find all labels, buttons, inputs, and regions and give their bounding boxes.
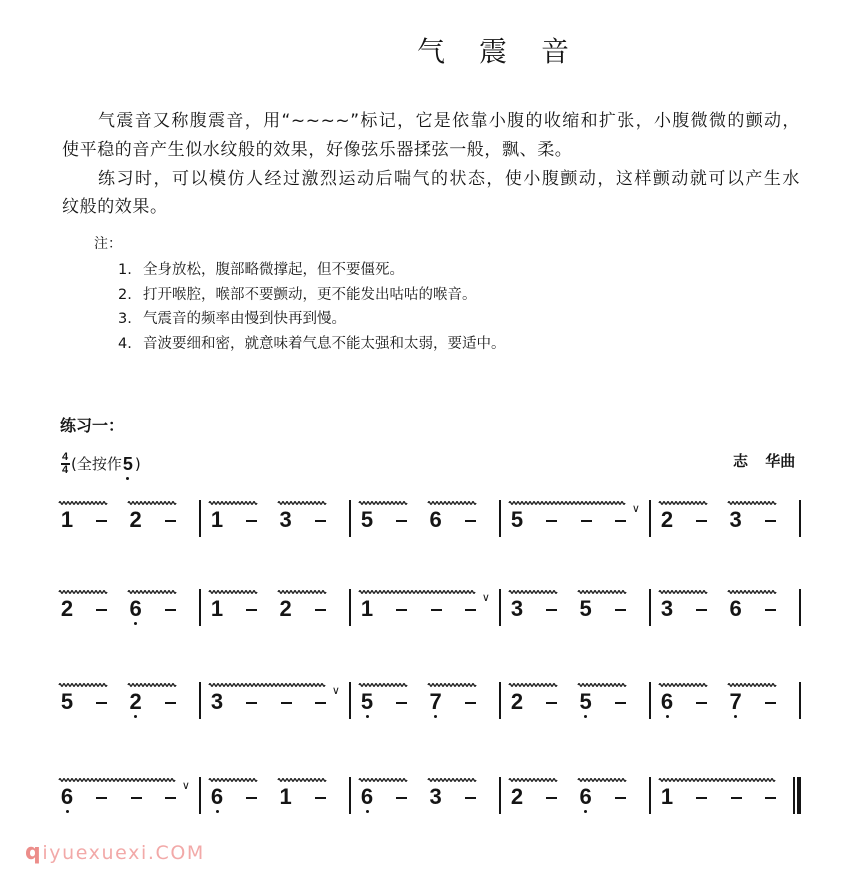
sustain-dash	[89, 598, 113, 620]
vibrato-wave-icon	[278, 777, 327, 783]
measure	[201, 777, 351, 814]
measure	[351, 777, 501, 814]
sustain-dash	[539, 691, 563, 713]
vibrato-wave-icon	[209, 682, 327, 688]
note: 1	[360, 596, 374, 621]
vibrato-wave-icon	[209, 500, 258, 506]
note: 2	[129, 507, 142, 532]
sustain-dash	[458, 509, 482, 531]
sustain-dash	[158, 786, 182, 808]
note: 2	[510, 689, 524, 714]
measure	[501, 682, 651, 719]
note: 6	[429, 507, 442, 532]
vibrato-wave-icon	[278, 500, 327, 506]
low-octave-dot-icon	[366, 715, 369, 718]
sustain-dash	[308, 786, 332, 808]
sustain-dash	[758, 598, 782, 620]
note: 2	[279, 596, 292, 621]
sustain-dash	[239, 598, 263, 620]
watermark-logo-letter: q	[25, 840, 43, 865]
paragraph-1-line-2: 使平稳的音产生似水纹般的效果，好像弦乐器揉弦一般，飘、柔。	[62, 140, 573, 160]
note: 3	[429, 784, 442, 809]
sustain-dash	[458, 598, 482, 620]
note-text: 打开喉腔，喉部不要颤动，更不能发出咕咕的喉音。	[143, 287, 477, 303]
note-number: 3.	[118, 311, 132, 327]
note: 5	[574, 691, 598, 713]
note: 5	[510, 507, 524, 532]
sustain-dash	[689, 509, 713, 531]
score-line	[51, 777, 803, 814]
final-measure	[651, 777, 801, 814]
measure	[651, 589, 801, 626]
sustain-dash	[89, 509, 113, 531]
note-item	[118, 310, 346, 328]
sustain-dash	[239, 786, 263, 808]
note: 2	[510, 784, 524, 809]
note: 6	[729, 596, 742, 621]
vibrato-wave-icon	[278, 589, 327, 595]
measure	[201, 589, 351, 626]
paragraph-2-line-2: 纹般的效果。	[62, 197, 168, 217]
composer-credit: 志 华曲	[733, 452, 796, 470]
vibrato-wave-icon	[509, 500, 627, 506]
low-octave-dot-icon	[66, 810, 69, 813]
sustain-dash	[574, 509, 598, 531]
sustain-dash	[389, 691, 413, 713]
page-title: 气震音	[417, 35, 604, 68]
score-line	[51, 682, 803, 719]
note: 1	[60, 507, 74, 532]
breath-mark-icon: ∨	[481, 591, 490, 604]
note: 1	[210, 596, 224, 621]
sustain-dash	[608, 509, 632, 531]
sustain-dash	[158, 691, 182, 713]
note-item	[118, 286, 477, 304]
low-octave-dot-icon	[126, 477, 129, 480]
vibrato-wave-icon	[659, 500, 708, 506]
sustain-dash	[758, 786, 782, 808]
key-note	[123, 454, 133, 474]
sustain-dash	[389, 786, 413, 808]
note: 5	[355, 691, 379, 713]
sustain-dash	[724, 786, 748, 808]
vibrato-wave-icon	[128, 682, 177, 688]
key-suffix: )	[134, 455, 141, 473]
measure	[51, 777, 201, 814]
watermark	[25, 842, 205, 864]
sustain-dash	[608, 691, 632, 713]
time-signature-top: 4	[61, 450, 69, 463]
paragraph-2-line-1: 练习时，可以模仿人经过激烈运动后喘气的状态，使小腹颤动，这样颤动就可以产生水	[98, 169, 800, 189]
note: 7	[724, 691, 748, 713]
score-line	[51, 589, 803, 626]
note-item	[118, 261, 404, 279]
measure	[501, 589, 651, 626]
note: 6	[574, 786, 598, 808]
note: 5	[579, 596, 592, 621]
sustain-dash	[689, 691, 713, 713]
time-and-key	[60, 451, 141, 477]
vibrato-wave-icon	[128, 500, 177, 506]
sustain-dash	[158, 509, 182, 531]
note-text: 全身放松，腹部略微撑起，但不要僵死。	[143, 262, 404, 278]
sustain-dash	[274, 691, 298, 713]
note: 3	[729, 507, 742, 532]
vibrato-wave-icon	[59, 682, 108, 688]
measure	[501, 777, 651, 814]
sustain-dash	[389, 598, 413, 620]
note: 3	[279, 507, 292, 532]
note: 2	[660, 507, 674, 532]
low-octave-dot-icon	[216, 810, 219, 813]
vibrato-wave-icon	[209, 589, 258, 595]
vibrato-wave-icon	[578, 777, 627, 783]
exercise-title: 练习一：	[60, 416, 125, 435]
note: 6	[124, 598, 148, 620]
note: 3	[210, 689, 224, 714]
vibrato-wave-icon	[509, 682, 558, 688]
low-octave-dot-icon	[134, 622, 137, 625]
vibrato-wave-icon	[428, 777, 477, 783]
watermark-text: iyuexuexi.COM	[42, 842, 205, 864]
sustain-dash	[239, 509, 263, 531]
sustain-dash	[539, 598, 563, 620]
vibrato-wave-icon	[359, 500, 408, 506]
breath-mark-icon: ∨	[181, 779, 190, 792]
sustain-dash	[539, 509, 563, 531]
vibrato-wave-icon	[428, 500, 477, 506]
low-octave-dot-icon	[734, 715, 737, 718]
vibrato-wave-icon	[359, 589, 477, 595]
time-signature-bottom: 4	[61, 464, 69, 477]
paragraph-1-line-1: 气震音又称腹震音，用“~~~~”标记，它是依靠小腹的收缩和扩张，小腹微微的颤动，	[98, 111, 800, 131]
sustain-dash	[758, 691, 782, 713]
key-note-digit: 5	[122, 454, 133, 474]
sustain-dash	[124, 786, 148, 808]
vibrato-wave-icon	[209, 777, 258, 783]
sustain-dash	[689, 786, 713, 808]
sustain-dash	[608, 786, 632, 808]
sustain-dash	[689, 598, 713, 620]
measure	[351, 589, 501, 626]
sustain-dash	[608, 598, 632, 620]
sustain-dash	[89, 691, 113, 713]
sustain-dash	[308, 509, 332, 531]
low-octave-dot-icon	[666, 715, 669, 718]
vibrato-wave-icon	[59, 589, 108, 595]
low-octave-dot-icon	[434, 715, 437, 718]
measure	[51, 500, 201, 537]
low-octave-dot-icon	[584, 810, 587, 813]
vibrato-wave-icon	[578, 682, 627, 688]
measure	[651, 500, 801, 537]
vibrato-wave-icon	[128, 589, 177, 595]
notes-label: 注：	[94, 236, 122, 252]
vibrato-wave-icon	[359, 777, 408, 783]
vibrato-wave-icon	[509, 777, 558, 783]
vibrato-wave-icon	[59, 777, 177, 783]
sustain-dash	[458, 691, 482, 713]
time-signature	[60, 452, 70, 477]
note-item	[118, 335, 506, 353]
low-octave-dot-icon	[134, 715, 137, 718]
measure	[51, 682, 201, 719]
sustain-dash	[308, 598, 332, 620]
note: 2	[60, 596, 74, 621]
vibrato-wave-icon	[659, 589, 708, 595]
sustain-dash	[424, 598, 448, 620]
note-number: 2.	[118, 287, 132, 303]
note: 3	[660, 596, 674, 621]
note: 6	[655, 691, 679, 713]
sustain-dash	[158, 598, 182, 620]
note: 3	[510, 596, 524, 621]
measure	[201, 682, 351, 719]
low-octave-dot-icon	[584, 715, 587, 718]
sustain-dash	[389, 509, 413, 531]
note: 5	[360, 507, 374, 532]
measure	[201, 500, 351, 537]
vibrato-wave-icon	[728, 589, 777, 595]
note: 6	[205, 786, 229, 808]
measure	[501, 500, 651, 537]
low-octave-dot-icon	[366, 810, 369, 813]
sustain-dash	[758, 509, 782, 531]
measure	[351, 500, 501, 537]
vibrato-wave-icon	[59, 500, 108, 506]
vibrato-wave-icon	[659, 777, 777, 783]
note: 1	[660, 784, 674, 809]
sustain-dash	[539, 786, 563, 808]
note: 1	[210, 507, 224, 532]
note: 5	[60, 689, 74, 714]
note: 6	[355, 786, 379, 808]
note-text: 气震音的频率由慢到快再到慢。	[143, 311, 346, 327]
measure	[351, 682, 501, 719]
vibrato-wave-icon	[359, 682, 408, 688]
note: 6	[55, 786, 79, 808]
sustain-dash	[308, 691, 332, 713]
note: 7	[424, 691, 448, 713]
vibrato-wave-icon	[578, 589, 627, 595]
vibrato-wave-icon	[659, 682, 708, 688]
note-text: 音波要细和密，就意味着气息不能太强和太弱，要适中。	[143, 336, 506, 352]
vibrato-wave-icon	[509, 589, 558, 595]
note: 1	[279, 784, 292, 809]
vibrato-wave-icon	[728, 500, 777, 506]
sustain-dash	[458, 786, 482, 808]
note-number: 4.	[118, 336, 132, 352]
breath-mark-icon: ∨	[631, 502, 640, 515]
vibrato-wave-icon	[728, 682, 777, 688]
key-prefix: (全按作	[71, 455, 122, 473]
note: 2	[124, 691, 148, 713]
breath-mark-icon: ∨	[331, 684, 340, 697]
vibrato-wave-icon	[428, 682, 477, 688]
sustain-dash	[89, 786, 113, 808]
sustain-dash	[239, 691, 263, 713]
score-line	[51, 500, 803, 537]
measure	[51, 589, 201, 626]
measure	[651, 682, 801, 719]
note-number: 1.	[118, 262, 132, 278]
